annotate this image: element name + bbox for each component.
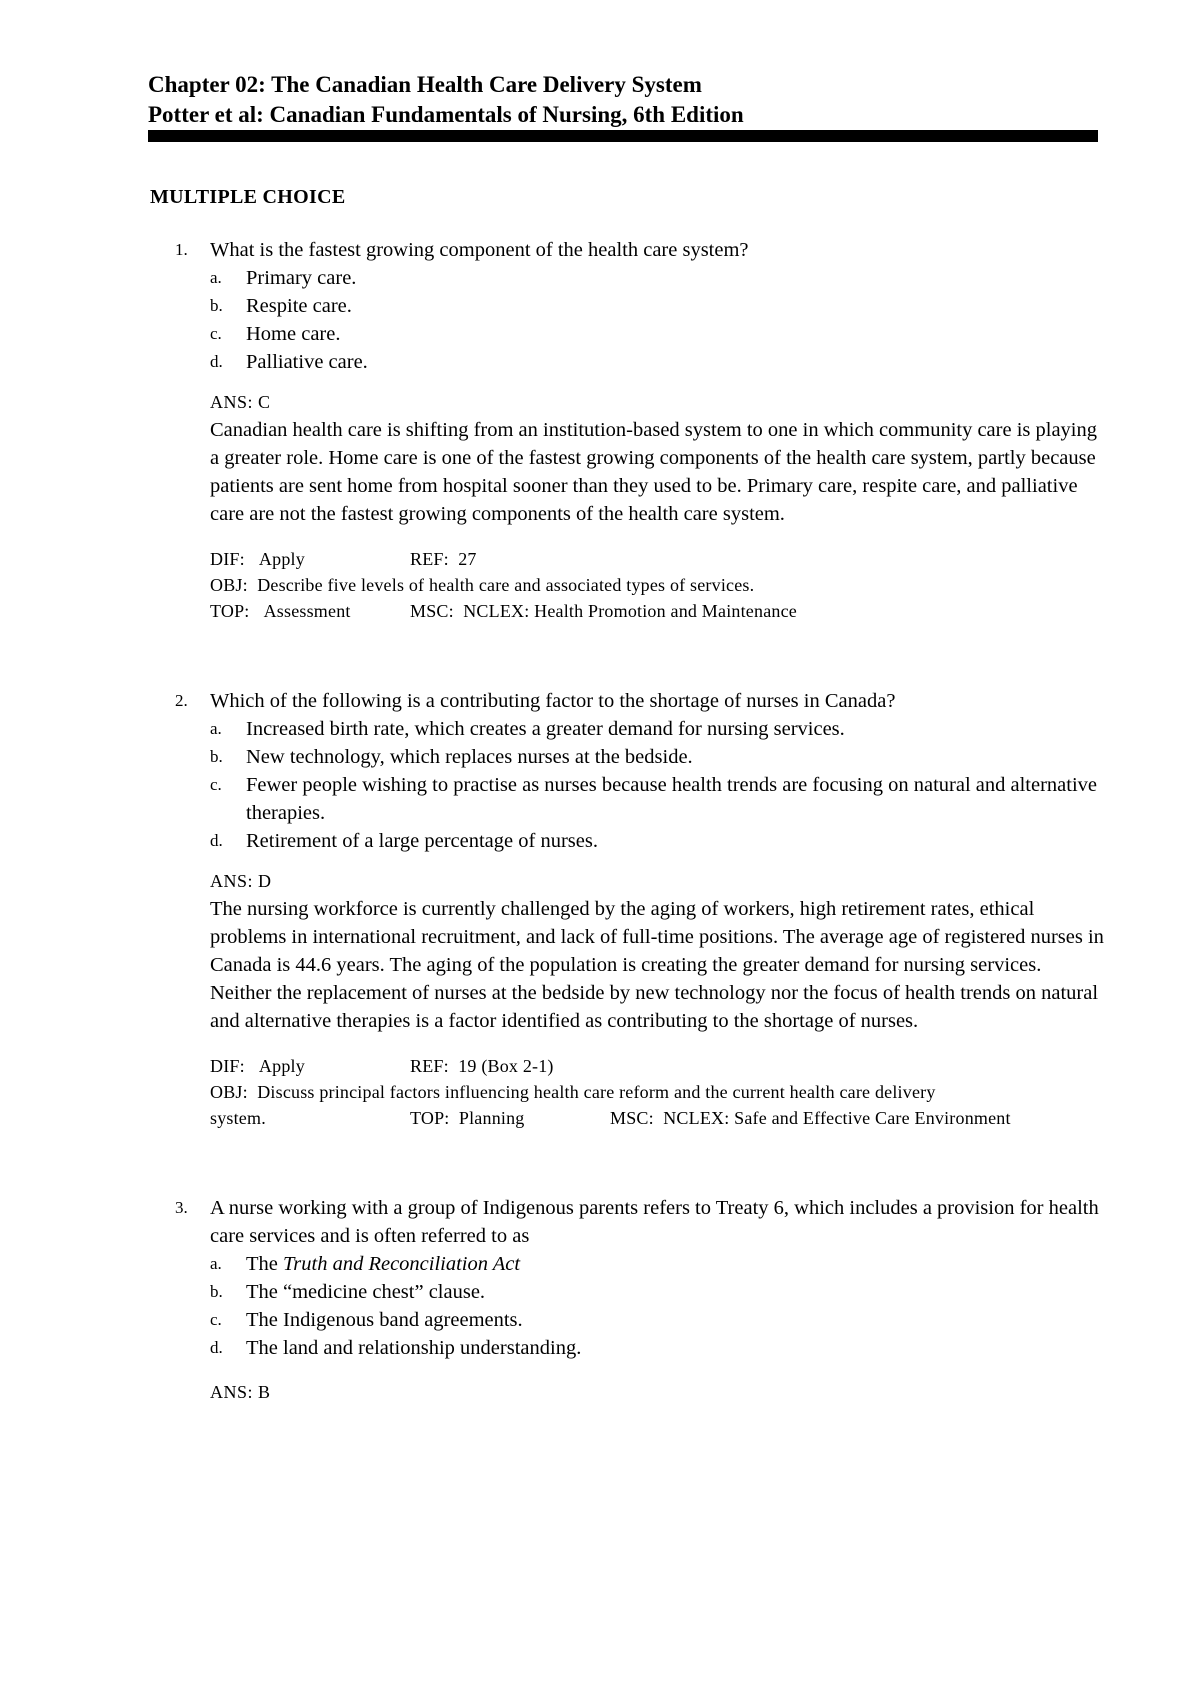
- question-stem-row: [175, 687, 1105, 715]
- act-title: Truth and Reconciliation Act: [283, 1253, 521, 1275]
- section-heading: MULTIPLE CHOICE: [150, 186, 346, 208]
- question-number: 2.: [175, 691, 188, 710]
- ref-value: 19 (Box 2-1): [458, 1056, 554, 1076]
- option-b: [210, 743, 1105, 771]
- option-text: Respite care.: [246, 295, 352, 317]
- book-title: Potter et al: Canadian Fundamentals of Nursing, 6th Edition: [148, 102, 744, 127]
- option-letter: a.: [210, 268, 222, 287]
- ref-label: REF:: [410, 1056, 449, 1076]
- option-d: [210, 348, 1105, 376]
- top-value: Assessment: [263, 601, 351, 621]
- question-metadata: [210, 1053, 1105, 1131]
- option-text: Fewer people wishing to practise as nurses because health trends are focusing on natural and alternative therapies.: [246, 774, 1098, 824]
- document-header: [148, 70, 1098, 130]
- option-text: New technology, which replaces nurses at the bedside.: [246, 746, 693, 768]
- msc-label: MSC:: [410, 601, 454, 621]
- question-stem-row: [175, 236, 1105, 264]
- option-text: The “medicine chest” clause.: [246, 1281, 486, 1303]
- obj-value: Discuss principal factors influencing health care reform and the current health care delivery: [257, 1082, 936, 1102]
- option-letter: d.: [210, 352, 223, 371]
- question-number: 3.: [175, 1198, 188, 1217]
- header-rule: [148, 130, 1098, 142]
- dif-label: DIF:: [210, 1056, 245, 1076]
- answer-block: [210, 388, 1105, 528]
- option-letter: a.: [210, 719, 222, 738]
- option-letter: b.: [210, 1282, 223, 1301]
- top-value: Planning: [458, 1108, 525, 1128]
- option-letter: c.: [210, 1310, 222, 1329]
- option-b: [210, 292, 1105, 320]
- question-stem-row: [175, 1194, 1105, 1250]
- question-number: 1.: [175, 240, 188, 259]
- top-label: TOP:: [410, 1108, 450, 1128]
- obj-label: OBJ:: [210, 575, 248, 595]
- question-3: [175, 1194, 1105, 1406]
- answer-key: ANS: B: [210, 1382, 271, 1402]
- option-d: [210, 1334, 1105, 1362]
- answer-block: [210, 867, 1105, 1035]
- ref-label: REF:: [410, 549, 449, 569]
- option-text: Home care.: [246, 323, 341, 345]
- rationale-text: The nursing workforce is currently challenged by the aging of workers, high retirement rates, ethical problems in international recruitment, and lack of full-time positions. The average age of registered nurses in Canada is 44.6 years. The aging of the population is creating the greater demand for nursing services. Neither the replacement of nurses at the bedside by new technology nor the focus of health trends on natural and alternative therapies is a factor identified as contributing to the shortage of nurses.: [210, 898, 1104, 1032]
- option-prefix: The: [246, 1253, 283, 1275]
- option-letter: c.: [210, 324, 222, 343]
- question-2: [175, 687, 1105, 1131]
- question-stem: What is the fastest growing component of the health care system?: [210, 239, 749, 261]
- top-label: TOP:: [210, 601, 250, 621]
- option-text: Retirement of a large percentage of nurses.: [246, 830, 598, 852]
- obj-label: OBJ:: [210, 1082, 248, 1102]
- msc-label: MSC:: [610, 1108, 654, 1128]
- option-letter: a.: [210, 1254, 222, 1273]
- option-b: [210, 1278, 1105, 1306]
- dif-value: Apply: [258, 549, 305, 569]
- answer-key: ANS: C: [210, 392, 271, 412]
- option-a: [210, 264, 1105, 292]
- chapter-title: Chapter 02: The Canadian Health Care Delivery System: [148, 72, 702, 97]
- option-c: [210, 771, 1105, 827]
- question-stem: Which of the following is a contributing factor to the shortage of nurses in Canada?: [210, 690, 896, 712]
- option-letter: b.: [210, 747, 223, 766]
- dif-label: DIF:: [210, 549, 245, 569]
- option-letter: c.: [210, 775, 222, 794]
- option-text: The land and relationship understanding.: [246, 1337, 582, 1359]
- answer-block: [210, 1378, 1105, 1406]
- option-text: Palliative care.: [246, 351, 368, 373]
- option-a: [210, 1250, 1105, 1278]
- option-text: Primary care.: [246, 267, 357, 289]
- option-text: The Indigenous band agreements.: [246, 1309, 523, 1331]
- dif-value: Apply: [258, 1056, 305, 1076]
- question-metadata: [210, 546, 1105, 624]
- option-a: [210, 715, 1105, 743]
- rationale-text: Canadian health care is shifting from an institution-based system to one in which community care is playing a greater role. Home care is one of the fastest growing components of the health care system, partly because patients are sent home from hospital sooner than they used to be. Primary care, respite care, and palliative care are not the fastest growing components of the health care system.: [210, 419, 1097, 525]
- msc-value: NCLEX: Safe and Effective Care Environment: [663, 1108, 1011, 1128]
- option-letter: d.: [210, 831, 223, 850]
- obj-value: Describe five levels of health care and associated types of services.: [257, 575, 755, 595]
- option-d: [210, 827, 1105, 855]
- obj-continuation: system.: [210, 1108, 266, 1128]
- option-c: [210, 1306, 1105, 1334]
- option-c: [210, 320, 1105, 348]
- option-letter: b.: [210, 296, 223, 315]
- msc-value: NCLEX: Health Promotion and Maintenance: [463, 601, 797, 621]
- option-text: [246, 1250, 1105, 1278]
- option-text: Increased birth rate, which creates a greater demand for nursing services.: [246, 718, 845, 740]
- question-1: [175, 236, 1105, 624]
- answer-key: ANS: D: [210, 871, 272, 891]
- option-letter: d.: [210, 1338, 223, 1357]
- question-stem: A nurse working with a group of Indigenous parents refers to Treaty 6, which includes a provision for health care services and is often referred to as: [210, 1197, 1099, 1247]
- ref-value: 27: [458, 549, 477, 569]
